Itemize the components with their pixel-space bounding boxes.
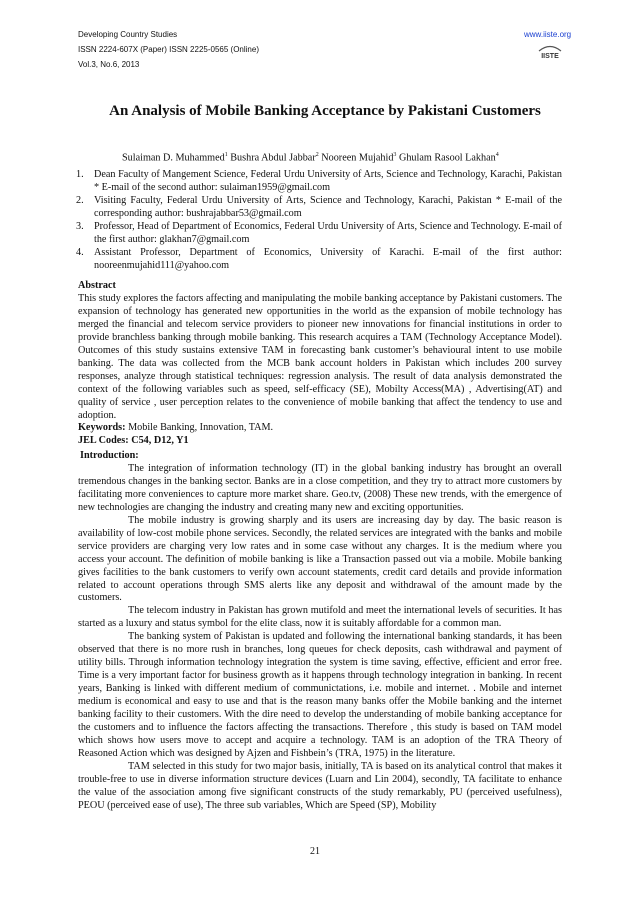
author-2: Bushra Abdul Jabbar bbox=[227, 152, 316, 164]
abstract-section bbox=[78, 280, 562, 448]
affiliation-text: Assistant Professor, Department of Economics, University of Karachi. E-mail of the first author: nooreenmujahid111@yahoo.com bbox=[94, 247, 562, 272]
introduction-heading: Introduction: bbox=[80, 450, 139, 461]
author-1: Sulaiman D. Muhammed bbox=[122, 152, 225, 164]
introduction-section bbox=[78, 450, 562, 813]
affiliation-text: Dean Faculty of Mangement Science, Federal Urdu University of Arts, Science and Technology, Karachi, Pakistan * E-mail of the second author: sulaiman1959@gmail.com bbox=[94, 169, 562, 194]
affiliation-number: 3. bbox=[76, 221, 84, 232]
affiliation-text: Visiting Faculty, Federal Urdu University of Arts, Science and Technology, Karachi, Pakistan * E-mail of the corresponding author: bushrajabbar53@gmail.com bbox=[94, 195, 562, 220]
journal-url-link[interactable]: www.iiste.org bbox=[524, 30, 572, 39]
author-1-mark: 1 bbox=[224, 152, 228, 158]
author-2-mark: 2 bbox=[315, 152, 319, 158]
issn-line: ISSN 2224-607X (Paper) ISSN 2225-0565 (Online) bbox=[78, 45, 259, 54]
intro-paragraph-4: The banking system of Pakistan is updated and following the international banking standards, it has been observed that there is no more rush in branches, long queues for check deposits, cash withdrawal and payment of utility bills. Through information technology integration the system is time saving, effective, efficient and error free. Time is a very important factor for business growth as it happens through technology integration in banking. In recent years, Banking is linked with different medium of communictations, i.e. mobile and internet. . Mobile and internet medium is economical and easy to use and that is the reason many banks offer the Mobile banking and the internet banking facility to their customers. With the dire need to develop the understanding of mobile banking acceptance for the customers and to influence the factors affecting the transactions. Therefore , this study is based on TAM model which shows how users move to accept and acquire a technology. TAM is an adoption of the TRA Theory of Reasoned Action which was designed by Ajzen and Fishbein’s (TRA, 1975) in the literature. bbox=[78, 631, 562, 759]
affiliation-number: 4. bbox=[76, 247, 84, 258]
affiliation-2 bbox=[76, 194, 562, 220]
affiliation-4 bbox=[76, 246, 562, 272]
author-line bbox=[122, 152, 499, 163]
intro-paragraph-1: The integration of information technology (IT) in the global banking industry has brought an overall tremendous changes in the banking sector. Banks are in a close competition, and they try to attract more customers by facilitating more conveniences to capture more market share. Geo.tv, (2008) These new trends, with the emergence of new technologies are changing the industry and creating many new and exciting opportunities. bbox=[78, 462, 562, 513]
author-3-mark: 3 bbox=[393, 152, 397, 158]
journal-name: Developing Country Studies bbox=[78, 30, 178, 39]
keywords-line bbox=[78, 422, 562, 435]
iiste-logo-icon bbox=[537, 42, 563, 60]
intro-paragraph-3: The telecom industry in Pakistan has grown mutifold and meet the international levels of securities. It has started as a luxury and status symbol for the elite class, now it is suitably affordable for a common man. bbox=[78, 605, 562, 630]
affiliation-3 bbox=[76, 220, 562, 246]
logo-text: IISTE bbox=[541, 53, 559, 60]
page-number: 21 bbox=[310, 846, 320, 857]
author-4-mark: 4 bbox=[495, 152, 499, 158]
author-4: Ghulam Rasool Lakhan bbox=[396, 152, 496, 164]
affiliation-number: 2. bbox=[76, 195, 84, 206]
affiliation-number: 1. bbox=[76, 169, 84, 180]
keywords-text: Mobile Banking, Innovation, TAM. bbox=[125, 422, 274, 434]
abstract-text: This study explores the factors affecting and manipulating the mobile banking acceptance by Pakistani customers. The expansion of technology has generated new opportunities in the world as the expansion of mobile technology has merged the financial and telecom service providers to pioneer new innovations for financial institutions in order to provide branchless banking through mobile banking. This research acquires a TAM (Technology Acceptance Model). Outcomes of this study sustains extensive TAM in forecasting bank customer’s behavioural intent to use mobile banking. The data was collected from the MCB bank account holders in Pakistan which includes 200 survey responses, analyze through statistical techniques: regression analysis. The result of data analysis demonstrated the context of the following variables such as speed, self-efficacy (SE), Mobilty Access(MA) , Advertising(AT) and quality of service , user perception relates to the convenience of mobile banking that affect the tendency to use and adoption. bbox=[78, 292, 562, 421]
affiliation-1 bbox=[76, 168, 562, 194]
abstract-heading: Abstract bbox=[78, 280, 116, 291]
jel-codes: JEL Codes: C54, D12, Y1 bbox=[78, 435, 189, 447]
paper-title: An Analysis of Mobile Banking Acceptance by Pakistani Customers bbox=[109, 103, 541, 119]
volume-line: Vol.3, No.6, 2013 bbox=[78, 60, 140, 69]
intro-paragraph-2: The mobile industry is growing sharply and its users are increasing day by day. The basic reason is availability of low-cost mobile phone services. Secondly, the related services are integrated with the banks and mobile service providers are charging very low rates and in some case without any charges. It is the medium where you access your account. The definition of mobile banking is like a Transaction passed out via a mobile. Mobile banking gives facilities to the bank customers to verify own account statements, credit card details and provide information related to account operations through SMS alerts like any deposit and withdrawal of the amount made by the customers. bbox=[78, 514, 562, 604]
keywords-label: Keywords: bbox=[78, 422, 126, 434]
intro-paragraph-5: TAM selected in this study for two major basis, initially, TA is based on its analytical control that makes it trouble-free to use in diverse information structure devices (Luarn and Lin 2004), secondly, TA facilitate to enhance the value of the association among five significant constructs of the study remarkably, PU (perceived usefulness), PEOU (perceived ease of use), The three sub variables, Which are Speed (SP), Mobility bbox=[78, 760, 562, 811]
author-3: Nooreen Mujahid bbox=[318, 152, 394, 164]
affiliation-text: Professor, Head of Department of Economics, Federal Urdu University of Arts, Science and Technology. E-mail of the first author: glakhan7@gmail.com bbox=[94, 221, 562, 246]
